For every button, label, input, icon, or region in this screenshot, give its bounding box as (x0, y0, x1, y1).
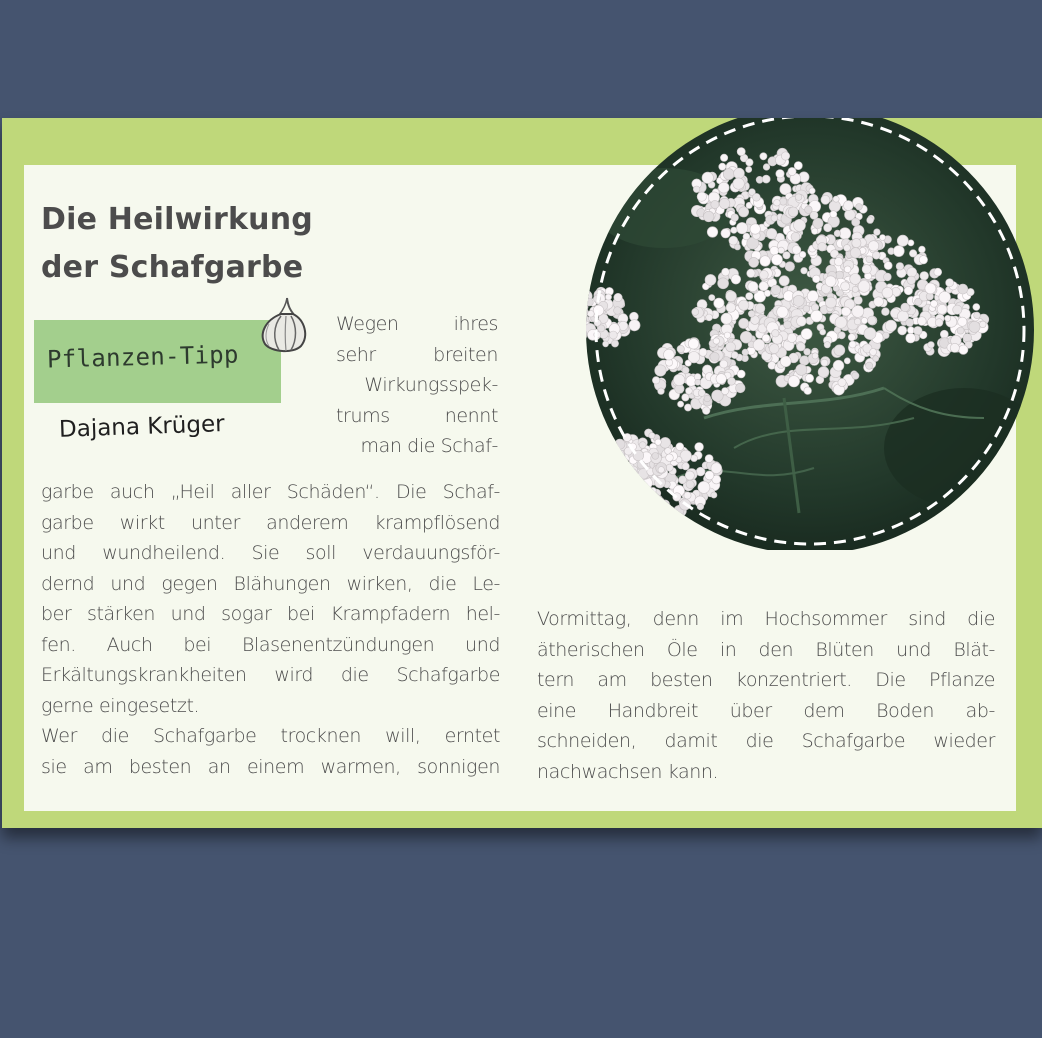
text-line: garbe wirkt unter anderem krampflösend (41, 511, 500, 534)
text-line: dernd und gegen Blähungen wirken, die Le- (41, 572, 500, 595)
text-line: fen. Auch bei Blasenentzündungen und (41, 633, 500, 656)
tag-label: Pflanzen-Tipp (46, 340, 240, 374)
text-line: ätherischen Öle in den Blüten und Blät- (537, 638, 995, 661)
author-name: Dajana Krüger (58, 411, 225, 443)
text-line: nachwachsen kann. (537, 760, 719, 783)
text-line: Vormittag, denn im Hochsommer sind die (537, 608, 995, 630)
body-column-right (537, 604, 995, 787)
text-line: Erkältungskrankheiten wird die Schafgarbe (41, 664, 500, 686)
article-title: Die Heilwirkung der Schafgarbe (41, 202, 313, 285)
text-line: Wer die Schafgarbe trocknen will, erntet (41, 725, 500, 747)
text-line: eine Handbreit über dem Boden ab- (537, 699, 995, 722)
text-line: trums nennt (336, 404, 498, 427)
text-line: gerne eingesetzt. (41, 694, 200, 717)
intro-wrap-text (336, 309, 498, 462)
text-line: ber stärken und sogar bei Krampfadern hel- (41, 603, 500, 625)
yarrow-photo (584, 118, 1036, 550)
text-line: sie am besten an einem warmen, sonnigen (41, 755, 500, 778)
text-line: tern am besten konzentriert. Die Pflanze (537, 669, 995, 691)
text-line: Wegen ihres (336, 313, 498, 335)
text-line: man die Schaf- (360, 435, 498, 457)
garlic-icon (257, 294, 309, 354)
body-column-left (41, 477, 500, 782)
text-line: Wirkungsspek- (364, 374, 498, 396)
text-line: garbe auch „Heil aller Schäden“. Die Schaf- (41, 481, 500, 503)
text-line: sehr breiten (336, 343, 498, 366)
text-line: schneiden, damit die Schafgarbe wieder (537, 730, 995, 752)
text-line: und wundheilend. Sie soll verdauungsför- (41, 542, 500, 564)
